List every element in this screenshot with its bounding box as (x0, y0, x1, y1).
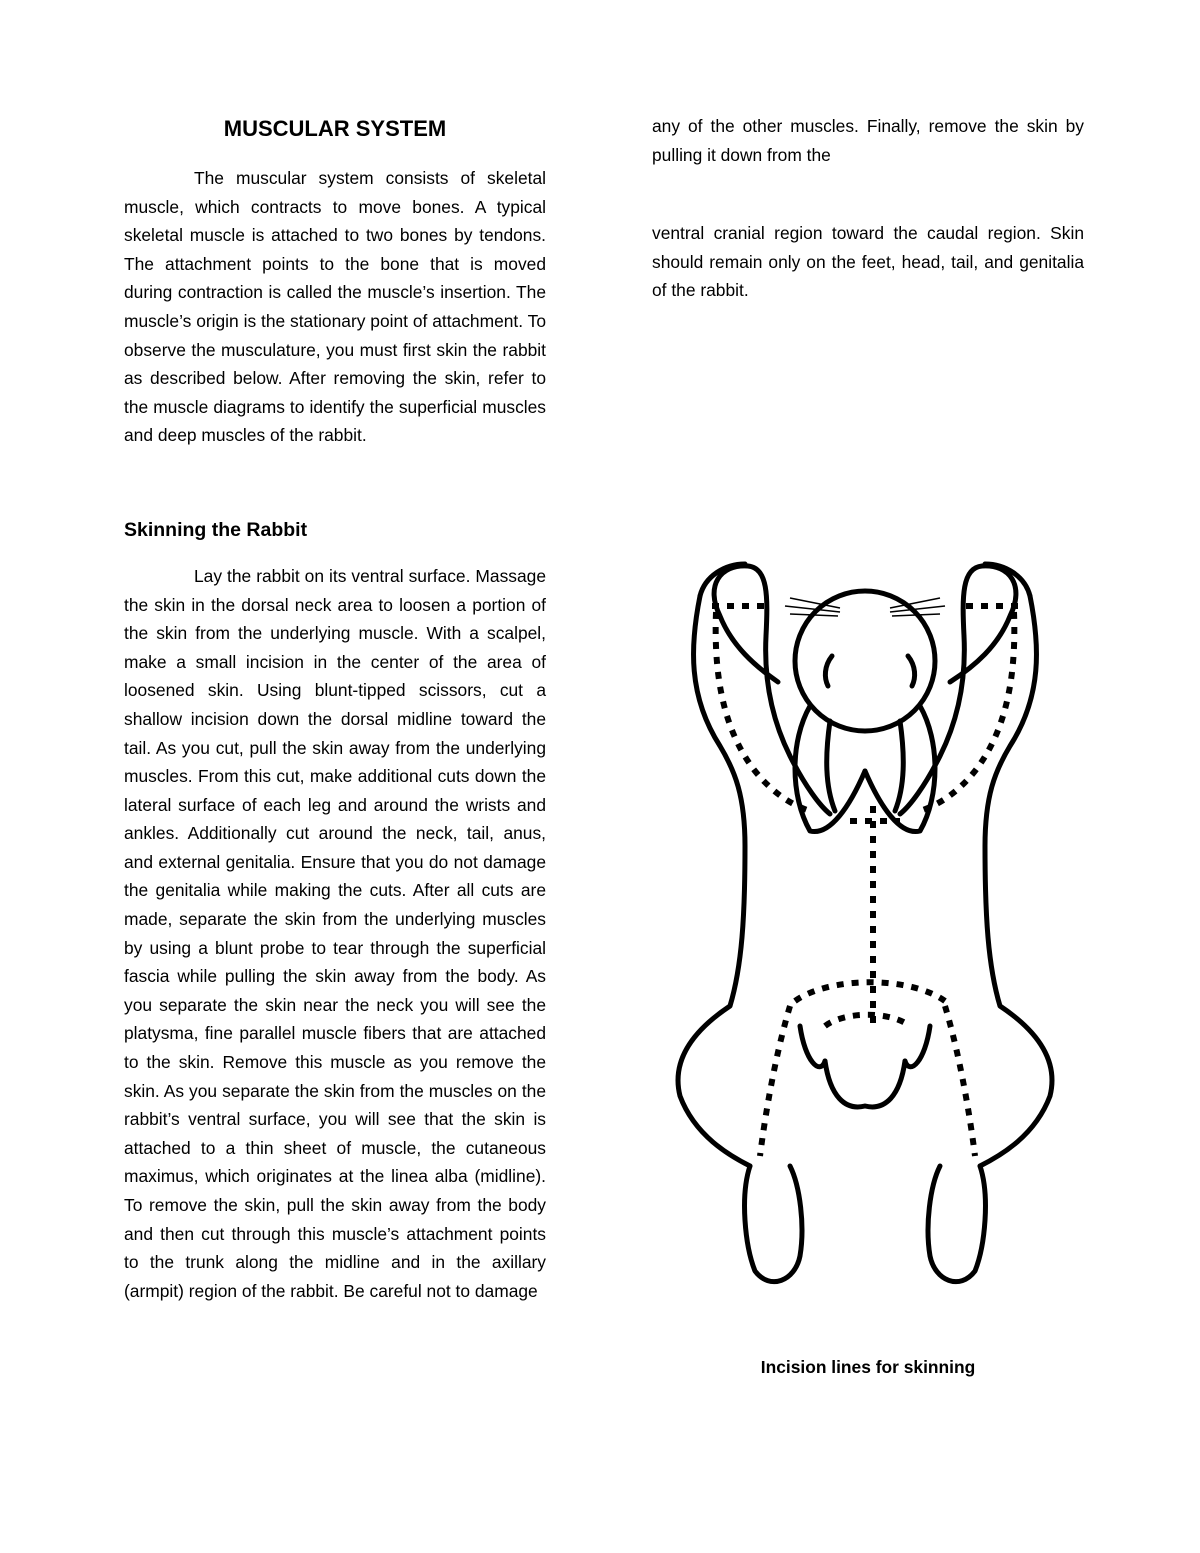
incision-right-leg (945, 1006, 975, 1156)
left-column (124, 112, 546, 1305)
page-title: MUSCULAR SYSTEM (223, 116, 447, 141)
incision-lines (712, 606, 1018, 1156)
rabbit-incision-diagram (660, 556, 1080, 1296)
left-eye (825, 656, 832, 686)
rabbit-illustration (660, 556, 1080, 1296)
left-foot (745, 1166, 802, 1282)
right-eye (908, 656, 915, 686)
tail (825, 1061, 905, 1107)
right-column (652, 112, 1084, 305)
right-foot (928, 1166, 985, 1282)
skinning-paragraph: Lay the rabbit on its ventral surface. Massage the skin in the dorsal neck area to loosen a portion of the skin from the underlying muscle. With a scalpel, make a small incision in the center of the area of loosened skin. Using blunt-tipped scissors, cut a shallow incision down the dorsal midline toward the tail. As you cut, pull the skin away from the underlying muscles. From this cut, make additional cuts down the lateral surface of each leg and around the wrists and ankles. Additionally cut around the neck, tail, anus, and external genitalia. Ensure that you do not damage the genitalia while making the cuts. After all cuts are made, separate the skin from the underlying muscles by using a blunt probe to tear through the superficial fascia while pulling the skin away from the body. As you separate the skin near the neck you will see the platysma, fine parallel muscle fibers that are attached to the skin. Remove this muscle as you remove the skin. As you separate the skin from the muscles on the rabbit’s ventral surface, you will see that the skin is attached to a thin sheet of muscle, the cutaneous maximus, which originates at the linea alba (midline). To remove the skin, pull the skin away from the body and then cut through this muscle’s attachment points to the trunk along the midline and in the axillary (armpit) region of the rabbit. Be careful not to damage (124, 565, 546, 1301)
incision-tail (825, 1015, 910, 1026)
whiskers (785, 598, 945, 616)
continued-paragraph-2: ventral cranial region toward the caudal region. Skin should remain only on the feet, head, tail, and genitalia of the rabbit. (652, 223, 1084, 301)
incision-left-leg (760, 1006, 790, 1156)
intro-paragraph: The muscular system consists of skeletal muscle, which contracts to move bones. A typical skeletal muscle is attached to two bones by tendons. The attachment points to the bone that is moved during contraction is called the muscle’s insertion. The muscle’s origin is the stationary point of attachment. To observe the musculature, you must first skin the rabbit as described below. After removing the skin, refer to the muscle diagrams to identify the superficial muscles and deep muscles of the rabbit. (124, 168, 546, 446)
figure-caption: Incision lines for skinning (760, 1357, 976, 1377)
section-heading: Skinning the Rabbit (124, 518, 308, 541)
continued-paragraph: any of the other muscles. Finally, remove the skin by pulling it down from the (652, 116, 1084, 165)
